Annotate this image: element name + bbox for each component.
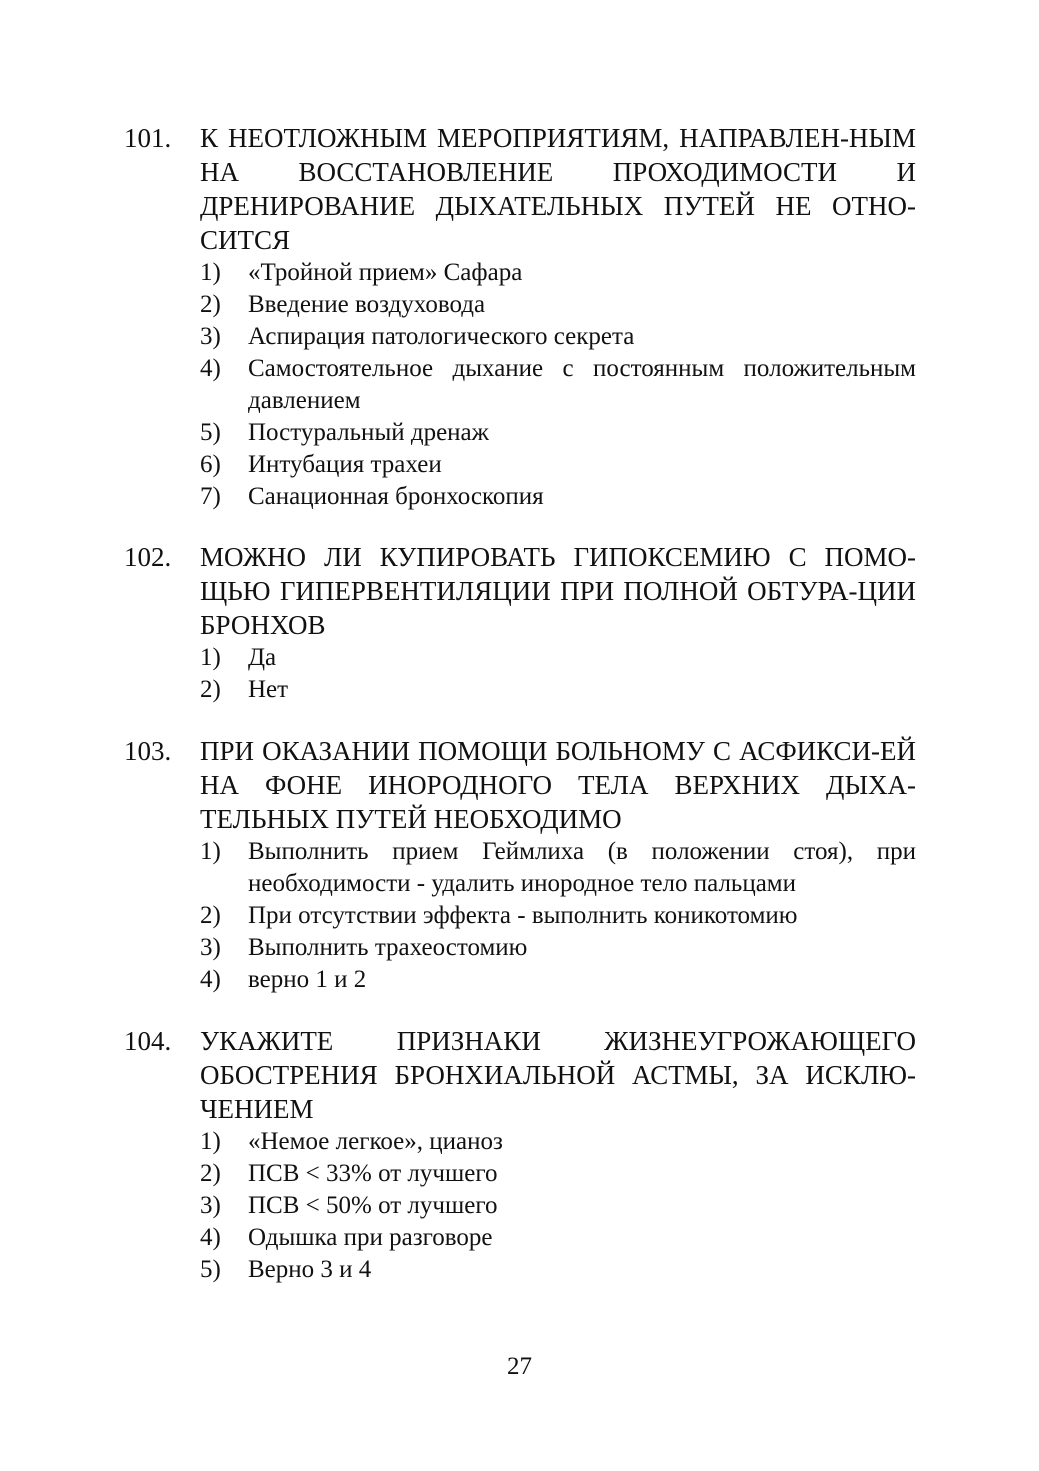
answer-number: 2): [200, 902, 221, 929]
answer-number: 4): [200, 355, 221, 382]
answer-text: ПСВ < 50% от лучшего: [248, 1192, 498, 1219]
answer-text: Постуральный дренаж: [248, 419, 489, 446]
answer-text: «Тройной прием» Сафара: [248, 259, 523, 286]
answer-item: [200, 900, 916, 932]
answer-text: Да: [248, 644, 277, 671]
answer-list: [124, 1126, 916, 1286]
answer-text: При отсутствии эффекта - выполнить коникотомию: [248, 902, 798, 929]
question-text: К НЕОТЛОЖНЫМ МЕРОПРИЯТИЯМ, НАПРАВЛЕН-НЫМ НА ВОССТАНОВЛЕНИЕ ПРОХОДИМОСТИ И ДРЕНИРОВАНИЕ ДЫХАТЕЛЬНЫХ ПУТЕЙ НЕ ОТНО-СИТСЯ: [200, 123, 916, 255]
answer-number: 4): [200, 1224, 221, 1251]
answer-item: [200, 257, 916, 289]
question-number: 102.: [124, 542, 172, 572]
answer-item: [200, 1254, 916, 1286]
answer-item: [200, 642, 916, 674]
page-number: 27: [507, 1353, 532, 1380]
answer-text: Выполнить прием Геймлиха (в положении стоя), при необходимости - удалить инородное тело пальцами: [248, 838, 916, 897]
answer-number: 4): [200, 966, 221, 993]
question-header: [124, 121, 916, 257]
answer-item: [200, 932, 916, 964]
answer-number: 3): [200, 1192, 221, 1219]
answer-item: [200, 321, 916, 353]
answer-number: 2): [200, 676, 221, 703]
answer-text: ПСВ < 33% от лучшего: [248, 1160, 498, 1187]
answer-item: [200, 674, 916, 706]
answer-item: [200, 1158, 916, 1190]
question-text: ПРИ ОКАЗАНИИ ПОМОЩИ БОЛЬНОМУ С АСФИКСИ-ЕЙ НА ФОНЕ ИНОРОДНОГО ТЕЛА ВЕРХНИХ ДЫХА-ТЕЛЬНЫХ ПУТЕЙ НЕОБХОДИМО: [200, 736, 916, 834]
answer-item: [200, 964, 916, 996]
question-number: 104.: [124, 1026, 172, 1056]
answer-number: 5): [200, 1256, 221, 1283]
answer-text: Введение воздуховода: [248, 291, 486, 318]
answer-text: «Немое легкое», цианоз: [248, 1128, 503, 1155]
question-101: [124, 121, 916, 513]
answer-item: [200, 836, 916, 900]
answer-number: 2): [200, 1160, 221, 1187]
question-number: 103.: [124, 736, 172, 766]
answer-list: [124, 642, 916, 706]
question-104: [124, 1024, 916, 1286]
answer-number: 1): [200, 259, 221, 286]
question-102: [124, 540, 916, 706]
answer-number: 1): [200, 838, 221, 865]
answer-number: 3): [200, 934, 221, 961]
question-header: [124, 540, 916, 642]
answer-text: Аспирация патологического секрета: [248, 323, 635, 350]
answer-item: [200, 417, 916, 449]
answer-number: 7): [200, 483, 221, 510]
answer-text: верно 1 и 2: [248, 966, 367, 993]
answer-list: [124, 836, 916, 996]
answer-text: Санационная бронхоскопия: [248, 483, 544, 510]
question-103: [124, 734, 916, 996]
question-number: 101.: [124, 123, 172, 153]
answer-number: 3): [200, 323, 221, 350]
answer-list: [124, 257, 916, 513]
answer-item: [200, 481, 916, 513]
answer-item: [200, 1126, 916, 1158]
answer-text: Выполнить трахеостомию: [248, 934, 528, 961]
answer-item: [200, 289, 916, 321]
question-text: МОЖНО ЛИ КУПИРОВАТЬ ГИПОКСЕМИЮ С ПОМО-ЩЬЮ ГИПЕРВЕНТИЛЯЦИИ ПРИ ПОЛНОЙ ОБТУРА-ЦИИ БРОНХОВ: [200, 542, 916, 640]
question-header: [124, 734, 916, 836]
answer-text: Самостоятельное дыхание с постоянным положительным давлением: [248, 355, 916, 414]
answer-number: 5): [200, 419, 221, 446]
answer-text: Нет: [248, 676, 289, 703]
answer-number: 1): [200, 644, 221, 671]
answer-item: [200, 353, 916, 417]
answer-text: Интубация трахеи: [248, 451, 442, 478]
answer-item: [200, 449, 916, 481]
answer-item: [200, 1222, 916, 1254]
answer-text: Одышка при разговоре: [248, 1224, 493, 1251]
answer-number: 6): [200, 451, 221, 478]
answer-number: 1): [200, 1128, 221, 1155]
answer-text: Верно 3 и 4: [248, 1256, 372, 1283]
question-header: [124, 1024, 916, 1126]
question-text: УКАЖИТЕ ПРИЗНАКИ ЖИЗНЕУГРОЖАЮЩЕГО ОБОСТРЕНИЯ БРОНХИАЛЬНОЙ АСТМЫ, ЗА ИСКЛЮ-ЧЕНИЕМ: [200, 1026, 916, 1124]
answer-number: 2): [200, 291, 221, 318]
answer-item: [200, 1190, 916, 1222]
